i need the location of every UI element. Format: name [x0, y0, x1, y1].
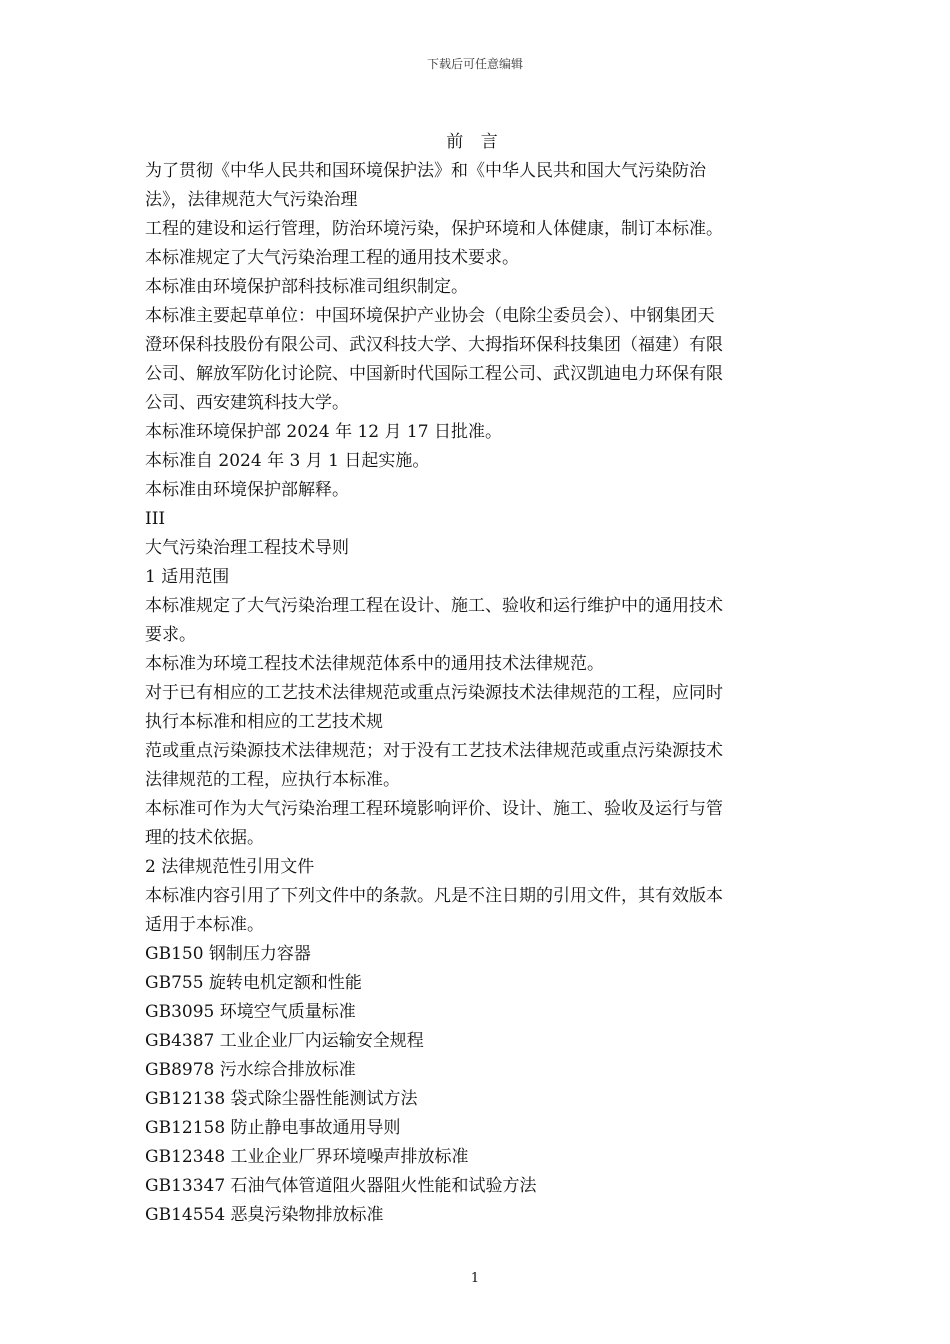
text-line: 本标准由环境保护部解释。 — [145, 480, 349, 500]
text-line: 理的技术依据。 — [145, 828, 264, 848]
text-line: 2 法律规范性引用文件 — [145, 857, 315, 877]
text-line: 大气污染治理工程技术导则 — [145, 538, 349, 558]
text-line: III — [145, 509, 166, 529]
text-line: GB3095 环境空气质量标准 — [145, 1002, 356, 1022]
text-line: GB8978 污水综合排放标准 — [145, 1060, 356, 1080]
text-line: GB13347 石油气体管道阻火器阻火性能和试验方法 — [145, 1176, 537, 1196]
text-line: GB12348 工业企业厂界环境噪声排放标准 — [145, 1147, 469, 1167]
text-line: GB755 旋转电机定额和性能 — [145, 973, 362, 993]
text-line: 范或重点污染源技术法律规范；对于没有工艺技术法律规范或重点污染源技术 — [145, 741, 723, 761]
text-line: 法》，法律规范大气污染治理 — [145, 190, 358, 210]
text-line: 本标准自 2024 年 3 月 1 日起实施。 — [145, 451, 430, 471]
document-title: 前 言 — [446, 132, 504, 152]
text-line: GB14554 恶臭污染物排放标准 — [145, 1205, 384, 1225]
page-number: 1 — [470, 1271, 480, 1286]
text-line: 工程的建设和运行管理，防治环境污染，保护环境和人体健康，制订本标准。 — [145, 219, 723, 239]
document-body — [145, 157, 805, 1230]
text-line: 1 适用范围 — [145, 567, 230, 587]
text-line: 为了贯彻《中华人民共和国环境保护法》和《中华人民共和国大气污染防治 — [145, 161, 706, 181]
text-line: 本标准规定了大气污染治理工程的通用技术要求。 — [145, 248, 519, 268]
text-line: GB4387 工业企业厂内运输安全规程 — [145, 1031, 424, 1051]
text-line: 本标准为环境工程技术法律规范体系中的通用技术法律规范。 — [145, 654, 604, 674]
text-line: GB150 钢制压力容器 — [145, 944, 311, 964]
text-line: GB12138 袋式除尘器性能测试方法 — [145, 1089, 418, 1109]
text-line: 要求。 — [145, 625, 196, 645]
text-line: 本标准可作为大气污染治理工程环境影响评价、设计、施工、验收及运行与管 — [145, 799, 723, 819]
text-line: 本标准主要起草单位：中国环境保护产业协会（电除尘委员会）、中钢集团天 — [145, 306, 715, 326]
text-line: 本标准内容引用了下列文件中的条款。凡是不注日期的引用文件，其有效版本 — [145, 886, 723, 906]
text-line: 法律规范的工程，应执行本标准。 — [145, 770, 400, 790]
text-line: GB12158 防止静电事故通用导则 — [145, 1118, 401, 1138]
text-line: 对于已有相应的工艺技术法律规范或重点污染源技术法律规范的工程，应同时 — [145, 683, 723, 703]
text-line: 本标准由环境保护部科技标准司组织制定。 — [145, 277, 468, 297]
text-line: 公司、解放军防化讨论院、中国新时代国际工程公司、武汉凯迪电力环保有限 — [145, 364, 723, 384]
text-line: 澄环保科技股份有限公司、武汉科技大学、大拇指环保科技集团（福建）有限 — [145, 335, 723, 355]
text-line: 本标准环境保护部 2024 年 12 月 17 日批准。 — [145, 422, 502, 442]
text-line: 适用于本标准。 — [145, 915, 264, 935]
text-line: 执行本标准和相应的工艺技术规 — [145, 712, 383, 732]
text-line: 本标准规定了大气污染治理工程在设计、施工、验收和运行维护中的通用技术 — [145, 596, 723, 616]
text-line: 公司、西安建筑科技大学。 — [145, 393, 349, 413]
page-header-note: 下载后可任意编辑 — [426, 57, 523, 71]
